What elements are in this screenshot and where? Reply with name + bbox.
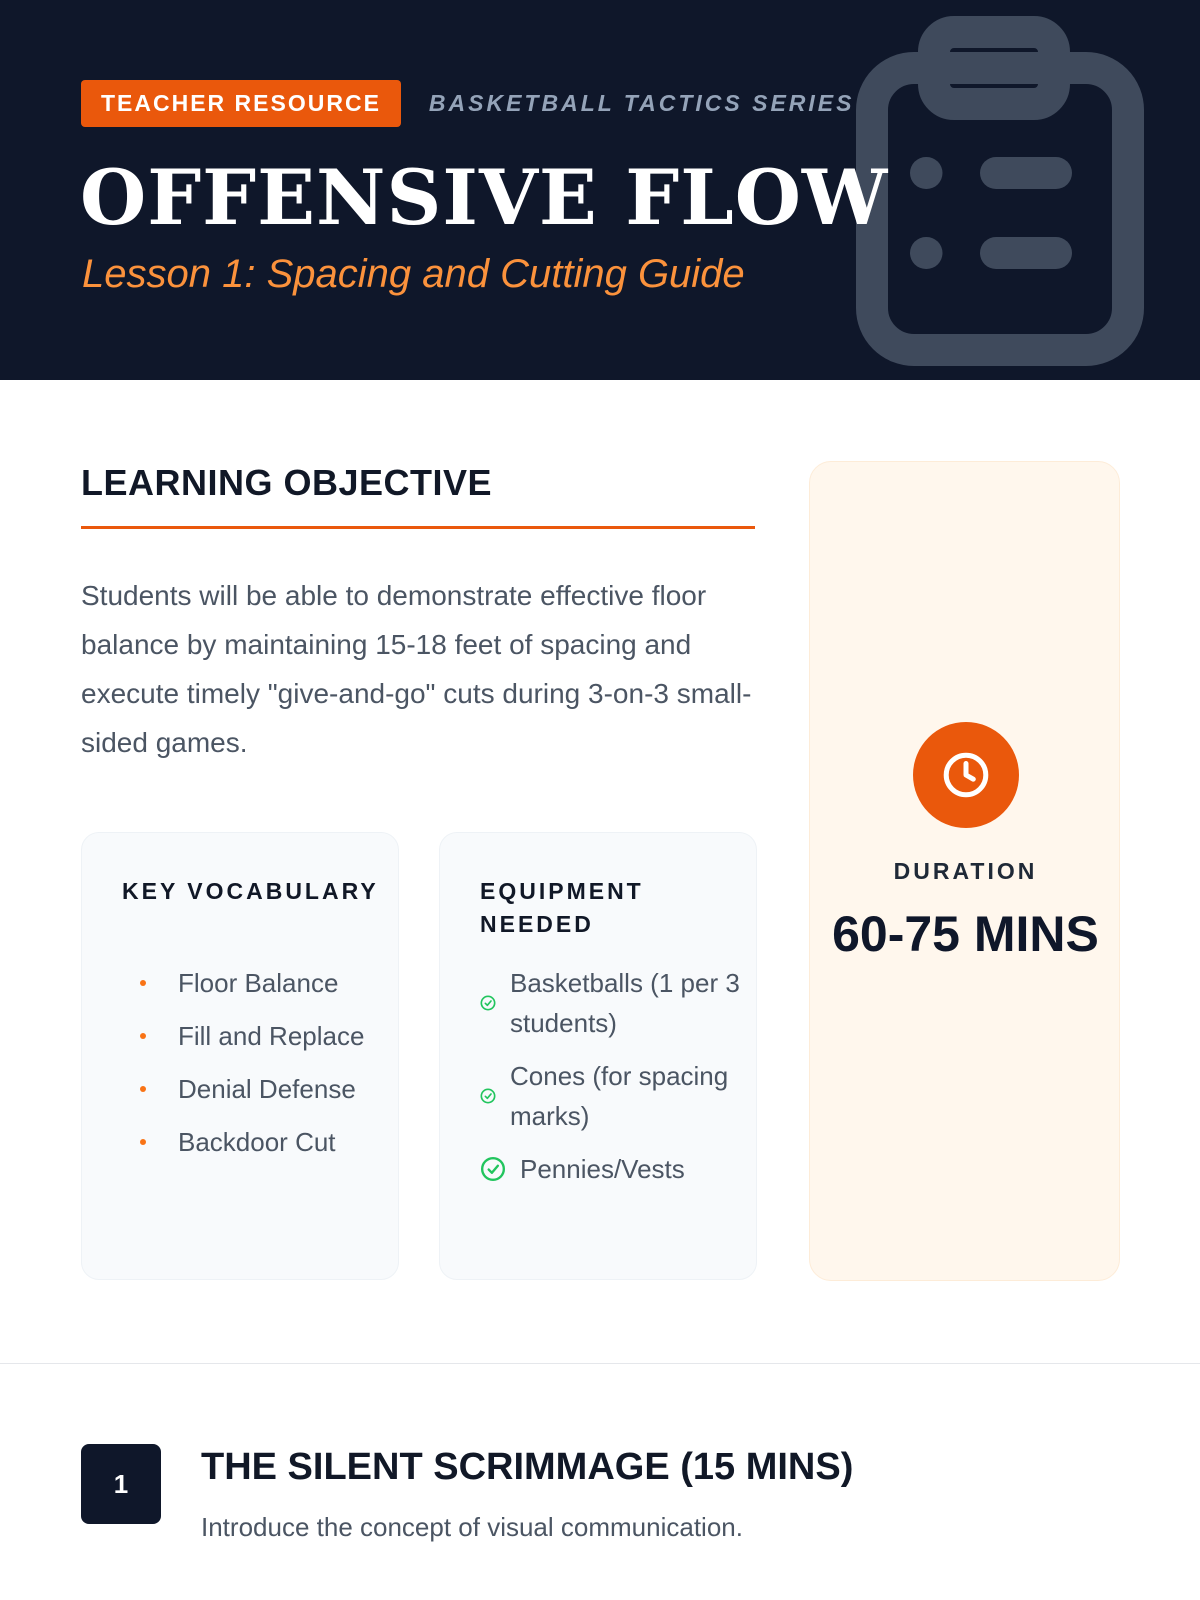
check-circle-icon [480, 995, 496, 1011]
page-subtitle: Lesson 1: Spacing and Cutting Guide [82, 252, 745, 296]
list-item: Fill and Replace [122, 1016, 382, 1056]
series-label: BASKETBALL TACTICS SERIES [428, 90, 855, 116]
section-divider [0, 1363, 1200, 1364]
list-item: Basketballs (1 per 3 students) [480, 963, 740, 1043]
clock-icon [913, 722, 1019, 828]
equipment-list [480, 963, 740, 1202]
duration-card [809, 461, 1120, 1281]
vocabulary-list [122, 963, 382, 1175]
list-item: Backdoor Cut [122, 1122, 382, 1162]
list-item: Cones (for spacing marks) [480, 1056, 740, 1136]
objective-divider [81, 526, 755, 529]
list-item: Denial Defense [122, 1069, 382, 1109]
step-number-badge: 1 [81, 1444, 161, 1524]
page-title: OFFENSIVE FLOW [80, 153, 889, 242]
objective-heading: LEARNING OBJECTIVE [81, 462, 493, 503]
vocabulary-title: KEY VOCABULARY [122, 878, 379, 904]
header-meta [81, 80, 854, 127]
list-item: Floor Balance [122, 963, 382, 1003]
vocabulary-card [81, 832, 399, 1280]
duration-label: DURATION [893, 858, 1038, 884]
clipboard-list-icon [856, 16, 1144, 366]
equipment-title: EQUIPMENT NEEDED [480, 878, 644, 937]
check-circle-icon [480, 1088, 496, 1104]
list-item: Pennies/Vests [480, 1149, 740, 1189]
objective-text: Students will be able to demonstrate effective floor balance by maintaining 15-18 feet of spacing and execute timely "give-and-go" cuts during 3-on-3 small-sided games. [81, 580, 752, 758]
header-banner [0, 0, 1200, 380]
bullet-dot-icon [140, 980, 146, 986]
bullet-dot-icon [140, 1086, 146, 1092]
bullet-dot-icon [140, 1033, 146, 1039]
duration-value: 60-75 MINS [832, 906, 1099, 962]
check-circle-icon [480, 1156, 506, 1182]
equipment-card [439, 832, 757, 1280]
bullet-dot-icon [140, 1139, 146, 1145]
step-title: THE SILENT SCRIMMAGE (15 MINS) [201, 1446, 854, 1488]
step-description: Introduce the concept of visual communication. [201, 1512, 743, 1542]
resource-badge: TEACHER RESOURCE [81, 80, 401, 127]
